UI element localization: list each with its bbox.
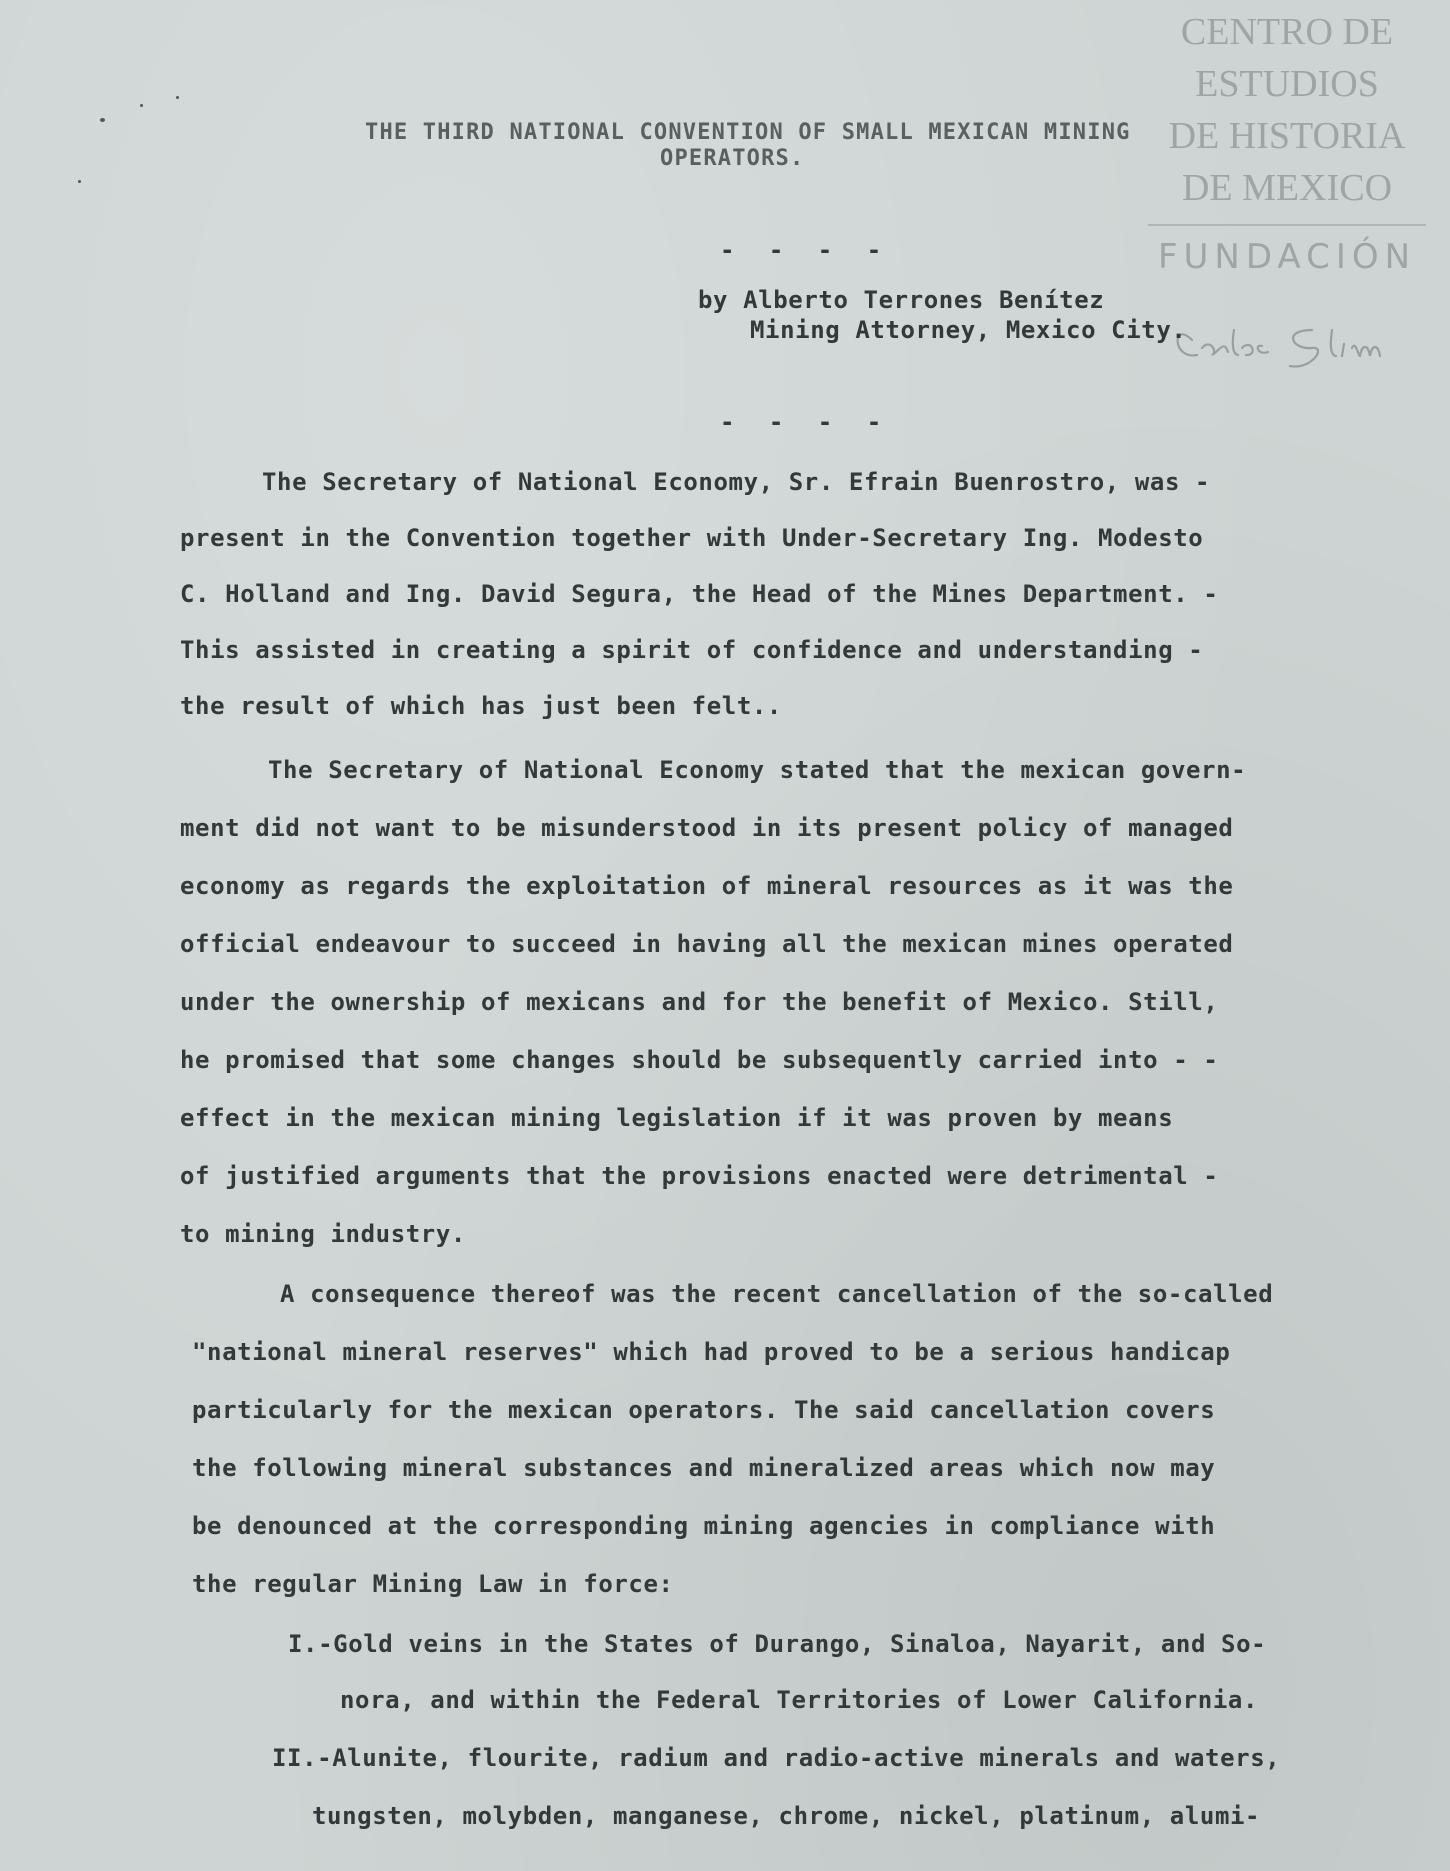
byline-author: by Alberto Terrones Benítez [698,286,1105,314]
body-line: the following mineral substances and mineralized areas which now may [192,1454,1216,1482]
watermark-divider [1148,224,1426,226]
body-line: he promised that some changes should be subsequently carried into - - [180,1046,1219,1074]
body-line: economy as regards the exploitation of mineral resources as it was the [180,872,1234,900]
signature-logo [1162,300,1442,380]
paper-speck [100,118,105,122]
body-line: "national mineral reserves" which had proved to be a serious handicap [192,1338,1231,1366]
watermark-line: DE HISTORIA [1168,115,1406,157]
body-line: effect in the mexican mining legislation if it was proven by means [180,1104,1174,1132]
archive-watermark [1142,6,1432,280]
watermark-line: CENTRO DE [1180,11,1394,53]
document-title: THE THIRD NATIONAL CONVENTION OF SMALL MEXICAN MINING [365,120,1131,145]
paper-speck [140,104,143,107]
body-line: particularly for the mexican operators. The said cancellation covers [192,1396,1216,1424]
document-title-continued: OPERATORS. [660,146,805,171]
body-line: C. Holland and Ing. David Segura, the Head of the Mines Department. - [180,580,1219,608]
list-item: I.-Gold veins in the States of Durango, Sinaloa, Nayarit, and So- [288,1630,1267,1658]
list-item-continued: tungsten, molybden, manganese, chrome, nickel, platinum, alumi- [312,1802,1261,1830]
body-line: The Secretary of National Economy stated that the mexican govern- [268,756,1247,784]
body-line: ment did not want to be misunderstood in its present policy of managed [180,814,1234,842]
body-line: be denounced at the corresponding mining agencies in compliance with [192,1512,1216,1540]
body-line: official endeavour to succeed in having all the mexican mines operated [180,930,1234,958]
body-line: present in the Convention together with Under-Secretary Ing. Modesto [180,524,1204,552]
paper-speck [78,180,81,183]
separator: - - - - [720,236,892,264]
watermark-line: DE MEXICO [1181,167,1393,209]
body-line: This assisted in creating a spirit of confidence and understanding - [180,636,1204,664]
body-line: under the ownership of mexicans and for the benefit of Mexico. Still, [180,988,1219,1016]
body-line: to mining industry. [180,1220,466,1248]
watermark-line: ESTUDIOS [1195,63,1379,105]
list-item-continued: nora, and within the Federal Territories of Lower California. [340,1686,1259,1714]
body-line: the result of which has just been felt.. [180,692,782,720]
watermark-foundation: FUNDACIÓN [1157,237,1417,277]
body-line: the regular Mining Law in force: [192,1570,674,1598]
byline-title: Mining Attorney, Mexico City. [750,316,1187,344]
body-line: of justified arguments that the provisions enacted were detrimental - [180,1162,1219,1190]
list-item: II.-Alunite, flourite, radium and radio-active minerals and waters, [272,1744,1281,1772]
body-line: The Secretary of National Economy, Sr. Efrain Buenrostro, was - [262,468,1211,496]
body-line: A consequence thereof was the recent cancellation of the so-called [280,1280,1274,1308]
paper-speck [176,96,179,99]
separator: - - - - [720,408,892,436]
